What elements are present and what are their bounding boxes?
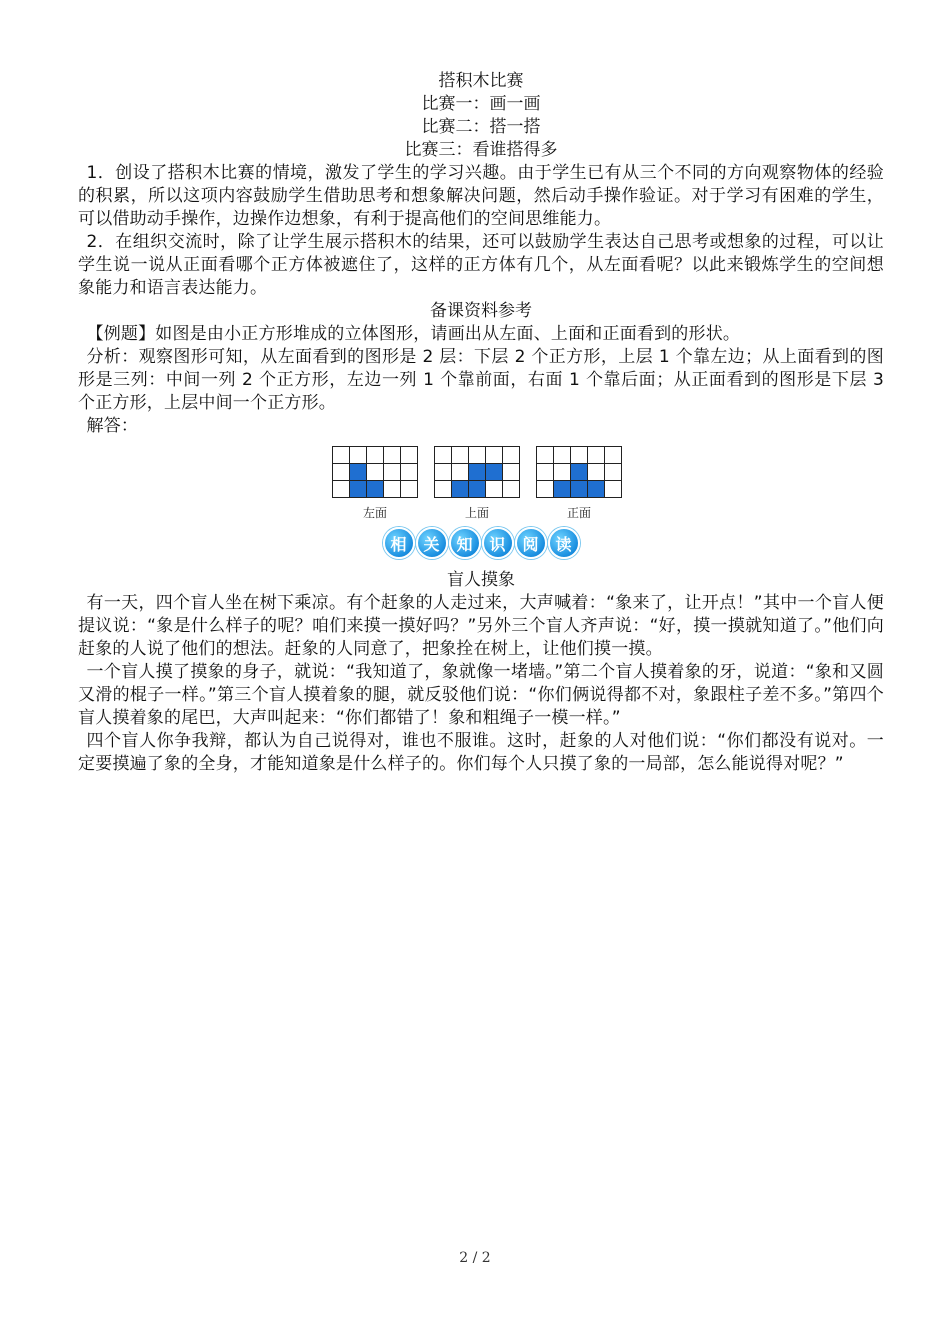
note-2: 2．在组织交流时，除了让学生展示搭积木的结果，还可以鼓励学生表达自己思考或想象的过程，可以让学生说一说从正面看哪个正方体被遮住了，这样的正方体有几个，从左面看呢？以此来锻炼学生的空间想象能力和语言表达能力。 xyxy=(78,232,884,298)
empty-square xyxy=(503,481,520,498)
reference-title: 备课资料参考 xyxy=(430,301,532,321)
empty-square xyxy=(367,464,384,481)
view-label: 左面 xyxy=(362,506,387,520)
empty-square xyxy=(333,481,350,498)
view-grid xyxy=(434,446,520,498)
empty-square xyxy=(350,447,367,464)
view-label: 上面 xyxy=(464,506,489,520)
banner-char: 相 xyxy=(383,527,415,559)
contest-3: 比赛三：看谁搭得多 xyxy=(404,140,558,160)
empty-square xyxy=(435,447,452,464)
empty-square xyxy=(452,447,469,464)
empty-square xyxy=(367,447,384,464)
filled-square xyxy=(469,481,486,498)
empty-square xyxy=(435,464,452,481)
analysis-text: 分析：观察图形可知，从左面看到的图形是 2 层：下层 2 个正方形，上层 1 个靠左边；从上面看到的图形是三列：中间一列 2 个正方形，左边一列 1 个靠前面，右面 1 个靠后面；从正面看到的图形是下层 3 个正方形，上层中间一个正方形。 xyxy=(78,347,884,413)
page-number: 2 / 2 xyxy=(459,1250,491,1266)
filled-square xyxy=(367,481,384,498)
empty-square xyxy=(571,447,588,464)
view-left xyxy=(332,446,418,521)
contest-2: 比赛二：搭一搭 xyxy=(421,117,541,137)
filled-square xyxy=(571,464,588,481)
filled-square xyxy=(486,464,503,481)
filled-square xyxy=(554,481,571,498)
doc-title: 搭积木比赛 xyxy=(438,71,524,91)
filled-square xyxy=(452,481,469,498)
story-paragraph: 有一天，四个盲人坐在树下乘凉。有个赶象的人走过来，大声喊着：“象来了，让开点！”其中一个盲人便提议说：“象是什么样子的呢？咱们来摸一摸好吗？”另外三个盲人齐声说：“好，摸一摸就知道了。”他们向赶象的人说了他们的想法。赶象的人同意了，把象拴在树上，让他们摸一摸。 xyxy=(78,593,884,659)
filled-square xyxy=(588,481,605,498)
contest-1: 比赛一：画一画 xyxy=(421,94,541,114)
filled-square xyxy=(469,464,486,481)
empty-square xyxy=(486,481,503,498)
note-1: 1．创设了搭积木比赛的情境，激发了学生的学习兴趣。由于学生已有从三个不同的方向观察物体的经验的积累，所以这项内容鼓励学生借助思考和想象解决问题，然后动手操作验证。对于学习有困难的学生，可以借助动手操作，边操作边想象，有利于提高他们的空间思维能力。 xyxy=(78,163,884,229)
empty-square xyxy=(384,464,401,481)
empty-square xyxy=(435,481,452,498)
empty-square xyxy=(537,447,554,464)
story-title: 盲人摸象 xyxy=(447,570,515,590)
answer-label: 解答： xyxy=(86,416,139,436)
empty-square xyxy=(333,464,350,481)
empty-square xyxy=(605,447,622,464)
related-reading-banner xyxy=(78,527,884,559)
example-text: 【例题】如图是由小正方形堆成的立体图形，请画出从左面、上面和正面看到的形状。 xyxy=(86,324,741,344)
empty-square xyxy=(554,447,571,464)
empty-square xyxy=(401,481,418,498)
empty-square xyxy=(401,464,418,481)
banner-char: 识 xyxy=(482,527,514,559)
banner-char: 关 xyxy=(416,527,448,559)
empty-square xyxy=(588,447,605,464)
filled-square xyxy=(571,481,588,498)
banner-char: 知 xyxy=(449,527,481,559)
view-grid xyxy=(332,446,418,498)
empty-square xyxy=(503,447,520,464)
view-label: 正面 xyxy=(566,506,591,520)
empty-square xyxy=(384,447,401,464)
empty-square xyxy=(384,481,401,498)
story-paragraph: 四个盲人你争我辩，都认为自己说得对，谁也不服谁。这时，赶象的人对他们说：“你们都没有说对。一定要摸遍了象的全身，才能知道象是什么样子的。你们每个人只摸了象的一局部，怎么能说得对呢？” xyxy=(78,731,884,774)
empty-square xyxy=(469,447,486,464)
empty-square xyxy=(452,464,469,481)
empty-square xyxy=(537,464,554,481)
empty-square xyxy=(554,464,571,481)
views-figure xyxy=(70,446,884,521)
empty-square xyxy=(401,447,418,464)
empty-square xyxy=(537,481,554,498)
document-page xyxy=(78,70,884,776)
story-paragraph: 一个盲人摸了摸象的身子，就说：“我知道了，象就像一堵墙。”第二个盲人摸着象的牙，说道：“象和又圆又滑的棍子一样。”第三个盲人摸着象的腿，就反驳他们说：“你们俩说得都不对，象跟柱子差不多。”第四个盲人摸着象的尾巴，大声叫起来：“你们都错了！象和粗绳子一模一样。” xyxy=(78,662,884,728)
empty-square xyxy=(333,447,350,464)
empty-square xyxy=(503,464,520,481)
filled-square xyxy=(350,481,367,498)
banner-char: 阅 xyxy=(515,527,547,559)
view-top xyxy=(434,446,520,521)
empty-square xyxy=(605,481,622,498)
banner-char: 读 xyxy=(548,527,580,559)
empty-square xyxy=(605,464,622,481)
empty-square xyxy=(588,464,605,481)
empty-square xyxy=(486,447,503,464)
filled-square xyxy=(350,464,367,481)
view-front xyxy=(536,446,622,521)
view-grid xyxy=(536,446,622,498)
